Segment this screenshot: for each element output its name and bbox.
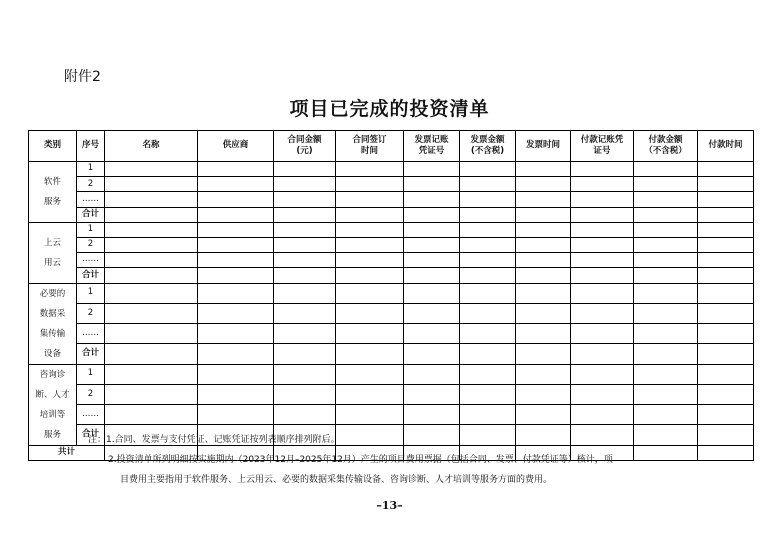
table-cell[interactable] [274,324,336,344]
column-header-line: 凭证号 [418,146,445,156]
column-header-line: 合同签订 [352,134,387,145]
table-cell[interactable] [198,207,274,222]
table-cell[interactable] [105,162,198,177]
table-cell[interactable] [336,237,404,252]
serial-number-cell: 1 [77,222,105,237]
column-header [77,131,105,162]
column-header-line: (不含税) [470,146,505,156]
table-cell[interactable] [571,344,634,364]
serial-number-cell: 2 [77,237,105,252]
subtotal-label: 合计 [77,268,105,283]
table-cell[interactable] [634,207,698,222]
note-1: 注：1.合同、发票与支付凭证、记账凭证按列表顺序排列附后。 [88,435,340,445]
table-row [29,384,754,404]
table-row [29,405,754,425]
table-cell[interactable] [571,364,634,384]
table-cell[interactable] [336,344,404,364]
table-cell[interactable] [634,384,698,404]
table-cell[interactable] [336,384,404,404]
column-header-line: （不含税） [644,146,687,156]
column-header [336,131,404,162]
table-cell[interactable] [404,283,460,303]
table-cell[interactable] [460,268,516,283]
table-cell[interactable] [274,344,336,364]
table-cell[interactable] [404,268,460,283]
table-row [29,303,754,323]
column-header-line: (元) [296,146,313,156]
column-header-line: 序号 [81,140,99,151]
table-cell[interactable] [404,405,460,425]
column-header-line: 付款金额 [648,134,683,145]
table-cell[interactable] [404,344,460,364]
investment-table [28,130,754,461]
table-cell[interactable] [634,192,698,207]
table-cell[interactable] [516,162,571,177]
table-cell[interactable] [404,324,460,344]
subtotal-label: 合计 [77,344,105,364]
category-line: 设备 [43,348,61,359]
table-row [29,253,754,268]
category-line: 集传输 [39,328,66,339]
subtotal-label: 合计 [77,207,105,222]
category-line: 培训等 [39,409,66,420]
table-cell[interactable] [198,177,274,192]
table-cell[interactable] [198,364,274,384]
table-cell[interactable] [274,268,336,283]
table-cell[interactable] [198,405,274,425]
table-cell[interactable] [274,177,336,192]
column-header-line: 发票时间 [525,140,560,151]
table-cell[interactable] [460,344,516,364]
table-cell[interactable] [336,324,404,344]
category-line: 用云 [43,257,61,268]
table-cell[interactable] [634,222,698,237]
serial-number-cell: 2 [77,303,105,323]
table-cell[interactable] [460,364,516,384]
table-cell[interactable] [274,237,336,252]
table-cell[interactable] [105,192,198,207]
note-2: 2.投资清单所列明细按实施期内（2023年12月–2025年12月）产生的项目费用票据（包括合同、发票、付款凭证等）核计，项 [108,455,613,465]
table-cell[interactable] [404,364,460,384]
table-cell[interactable] [404,222,460,237]
table-cell[interactable] [698,192,754,207]
table-cell[interactable] [634,324,698,344]
column-header [460,131,516,162]
column-header-line: 发票记账 [414,134,449,145]
table-cell[interactable] [698,324,754,344]
table-cell[interactable] [274,222,336,237]
table-cell[interactable] [516,364,571,384]
table-cell[interactable] [105,207,198,222]
table-cell[interactable] [460,384,516,404]
table-cell[interactable] [634,405,698,425]
table-cell[interactable] [460,192,516,207]
table-cell[interactable] [516,237,571,252]
table-cell[interactable] [516,222,571,237]
page-title: 项目已完成的投资清单 [289,98,490,120]
column-header [698,131,754,162]
category-line: 数据采 [39,308,66,319]
table-cell[interactable] [105,303,198,323]
table-cell[interactable] [516,177,571,192]
table-cell[interactable] [571,207,634,222]
table-cell[interactable] [698,237,754,252]
table-cell[interactable] [105,177,198,192]
table-row [29,283,754,303]
table-cell[interactable] [336,268,404,283]
table-cell[interactable] [516,207,571,222]
table-cell[interactable] [198,283,274,303]
table-cell[interactable] [634,303,698,323]
table-cell[interactable] [105,283,198,303]
table-cell[interactable] [634,177,698,192]
column-header-line: 发票金额 [470,134,505,145]
table-cell[interactable] [571,303,634,323]
serial-number-cell: 1 [77,162,105,177]
table-cell[interactable] [274,162,336,177]
table-cell[interactable] [336,405,404,425]
table-cell[interactable] [198,192,274,207]
category-line: 服务 [43,429,61,440]
table-cell[interactable] [460,162,516,177]
table-cell[interactable] [404,253,460,268]
table-cell[interactable] [460,303,516,323]
table-cell[interactable] [336,162,404,177]
table-cell[interactable] [460,177,516,192]
table-cell[interactable] [105,344,198,364]
table-row [29,324,754,344]
table-cell[interactable] [105,384,198,404]
category-line: 必要的 [39,288,66,299]
note-2-continued: 目费用主要指用于软件服务、上云用云、必要的数据采集传输设备、咨询诊断、人才培训等服务方面的费用。 [120,475,553,485]
table-cell[interactable] [105,253,198,268]
table-cell[interactable] [460,324,516,344]
serial-number-cell: 2 [77,384,105,404]
table-cell[interactable] [634,364,698,384]
table-cell[interactable] [460,253,516,268]
category-line: 服务 [43,196,61,207]
subtotal-label: 合计 [77,425,105,445]
category-cell [29,283,77,364]
table-cell[interactable] [198,253,274,268]
table-cell[interactable] [336,253,404,268]
table-cell[interactable] [274,192,336,207]
table-cell[interactable] [698,384,754,404]
table-cell[interactable] [516,303,571,323]
table-row [29,162,754,177]
table-cell[interactable] [274,207,336,222]
table-row [29,222,754,237]
page-number: –13– [376,499,403,512]
column-header [105,131,198,162]
table-cell[interactable] [571,253,634,268]
table-cell[interactable] [698,303,754,323]
column-header-line: 付款时间 [708,140,743,151]
table-cell[interactable] [634,253,698,268]
table-cell[interactable] [698,222,754,237]
table-cell[interactable] [336,303,404,323]
table-cell[interactable] [105,237,198,252]
table-cell[interactable] [571,384,634,404]
table-cell[interactable] [105,364,198,384]
table-cell[interactable] [198,268,274,283]
table-cell[interactable] [198,324,274,344]
table-cell[interactable] [336,222,404,237]
table-row [29,364,754,384]
total-label: 共计 [29,445,105,460]
table-cell[interactable] [571,324,634,344]
table-cell[interactable] [460,222,516,237]
table-cell[interactable] [516,253,571,268]
serial-number-cell: …… [77,192,105,207]
table-cell[interactable] [274,303,336,323]
table-cell[interactable] [698,177,754,192]
table-cell[interactable] [198,303,274,323]
table-cell[interactable] [516,324,571,344]
column-header-line: 名称 [142,140,160,151]
table-row [29,177,754,192]
table-cell[interactable] [404,192,460,207]
table-cell[interactable] [634,445,698,460]
serial-number-cell: …… [77,253,105,268]
table-row [29,237,754,252]
table-cell[interactable] [634,237,698,252]
table-cell[interactable] [634,344,698,364]
category-cell [29,162,77,223]
table-cell[interactable] [698,268,754,283]
subtotal-row [29,207,754,222]
category-line: 断、人才 [35,389,70,400]
column-header-line: 付款记账凭 [580,134,624,145]
table-cell[interactable] [571,405,634,425]
subtotal-row [29,268,754,283]
table-cell[interactable] [571,268,634,283]
table-cell[interactable] [274,253,336,268]
column-header-line: 合同金额 [287,134,322,145]
table-cell[interactable] [198,384,274,404]
serial-number-cell: 1 [77,364,105,384]
table-cell[interactable] [571,237,634,252]
table-cell[interactable] [460,283,516,303]
table-cell[interactable] [698,162,754,177]
column-header [516,131,571,162]
table-row [29,192,754,207]
table-cell[interactable] [698,364,754,384]
category-cell [29,222,77,283]
table-cell[interactable] [516,192,571,207]
table-cell[interactable] [571,222,634,237]
table-cell[interactable] [698,344,754,364]
table-cell[interactable] [404,177,460,192]
column-header [404,131,460,162]
table-cell[interactable] [698,405,754,425]
table-cell[interactable] [698,283,754,303]
table-cell[interactable] [105,268,198,283]
table-cell[interactable] [571,162,634,177]
category-line: 上云 [43,237,61,248]
table-cell[interactable] [336,192,404,207]
table-cell[interactable] [460,405,516,425]
table-cell[interactable] [698,253,754,268]
table-cell[interactable] [571,283,634,303]
column-header [198,131,274,162]
serial-number-cell: …… [77,324,105,344]
serial-number-cell: …… [77,405,105,425]
subtotal-row [29,344,754,364]
table-cell[interactable] [516,283,571,303]
table-cell[interactable] [274,405,336,425]
table-cell[interactable] [274,283,336,303]
table-cell[interactable] [460,237,516,252]
table-cell[interactable] [404,303,460,323]
table-cell[interactable] [105,222,198,237]
table-cell[interactable] [336,207,404,222]
table-cell[interactable] [336,177,404,192]
column-header-line: 供应商 [222,140,249,151]
table-cell[interactable] [105,405,198,425]
table-cell[interactable] [336,364,404,384]
table-cell[interactable] [336,283,404,303]
category-line: 软件 [43,176,61,187]
table-cell[interactable] [634,425,698,445]
column-header [634,131,698,162]
category-line: 咨询诊 [39,369,66,380]
table-cell[interactable] [198,344,274,364]
table-cell[interactable] [105,324,198,344]
notes [88,430,613,490]
table-cell[interactable] [404,384,460,404]
table-header-row [29,131,754,162]
table-cell[interactable] [516,268,571,283]
table-cell[interactable] [516,384,571,404]
table-cell[interactable] [274,364,336,384]
column-header [274,131,336,162]
category-cell [29,364,77,445]
serial-number-cell: 2 [77,177,105,192]
column-header-line: 时间 [360,146,378,156]
table-cell[interactable] [404,162,460,177]
column-header-line: 类别 [43,140,61,151]
table-cell[interactable] [698,425,754,445]
table-cell[interactable] [516,344,571,364]
table-cell[interactable] [698,445,754,460]
table-cell[interactable] [698,207,754,222]
serial-number-cell: 1 [77,283,105,303]
table-cell[interactable] [634,268,698,283]
attachment-label: 附件2 [64,69,101,85]
table-cell[interactable] [274,384,336,404]
table-cell[interactable] [516,405,571,425]
table-cell[interactable] [198,162,274,177]
table-cell[interactable] [634,162,698,177]
column-header-line: 证号 [593,146,611,156]
table-cell[interactable] [571,177,634,192]
column-header [571,131,634,162]
column-header [29,131,77,162]
table-cell[interactable] [404,207,460,222]
table-cell[interactable] [571,192,634,207]
table-cell[interactable] [198,237,274,252]
table-cell[interactable] [460,207,516,222]
table-cell[interactable] [404,237,460,252]
table-cell[interactable] [634,283,698,303]
table-cell[interactable] [198,222,274,237]
